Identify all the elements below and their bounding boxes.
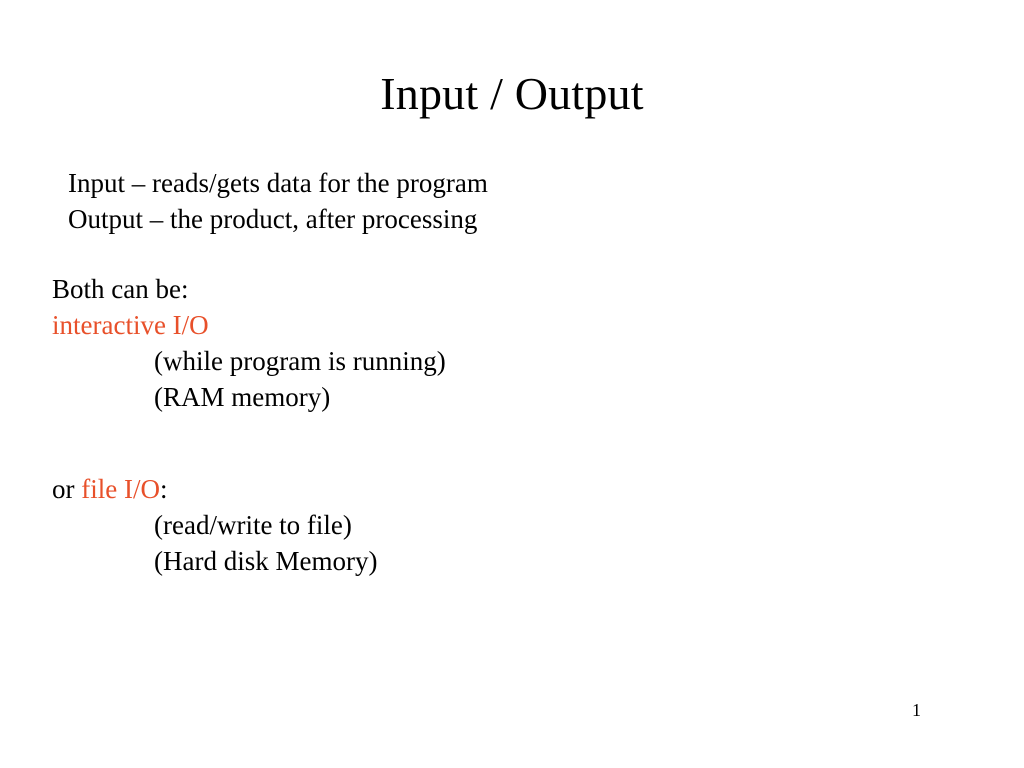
interactive-io-heading: interactive I/O: [52, 310, 209, 340]
page-title: Input / Output: [380, 67, 644, 119]
file-io-label: file I/O: [81, 474, 160, 504]
file-io-colon: :: [159, 474, 168, 504]
page-number: 1: [912, 700, 921, 720]
file-note-readwrite: (read/write to file): [154, 510, 352, 540]
interactive-note-ram: (RAM memory): [154, 382, 331, 412]
interactive-note-running: (while program is running): [154, 346, 446, 376]
file-io-heading-line: [52, 476, 972, 512]
spacer-3: [52, 454, 972, 476]
spacer-2: [52, 420, 972, 454]
both-can-be-line: Both can be:: [52, 274, 189, 304]
input-definition-line: Input – reads/gets data for the program: [68, 168, 488, 198]
spacer-1: [52, 242, 972, 276]
slide-body: [52, 170, 972, 584]
file-note-harddisk: (Hard disk Memory): [154, 546, 378, 576]
output-definition-line: Output – the product, after processing: [68, 204, 478, 234]
file-io-prefix: or: [52, 474, 82, 504]
